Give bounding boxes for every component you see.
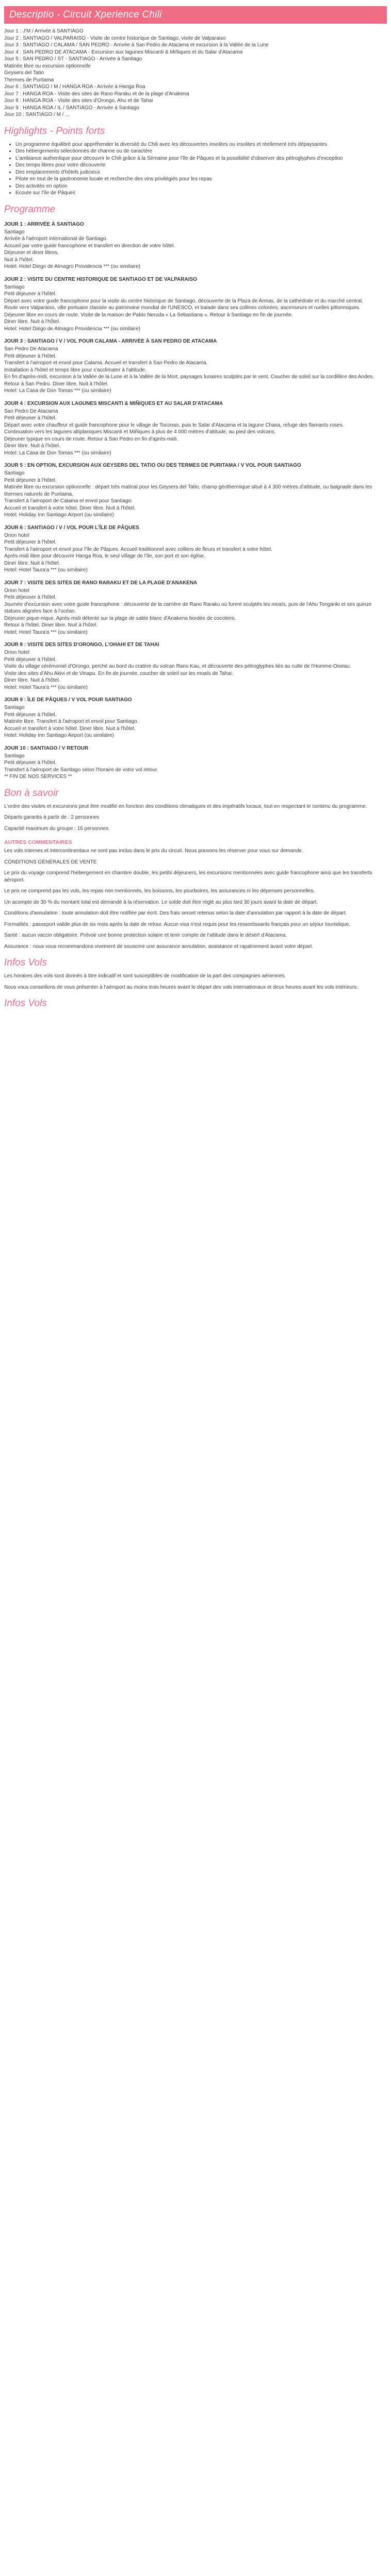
conditions-title: AUTRES COMMENTAIRES (4, 839, 72, 845)
condition-paragraph: Un acompte de 30 % du montant total est demandé à la réservation. Le solde doit être réglé au plus tard 30 jours avant la date de départ. (4, 899, 318, 905)
day-line: San Pedro De Atacama (4, 346, 58, 352)
day-line: Hotel: La Casa de Don Tomas *** (ou similaire) (4, 388, 111, 394)
day-line: Hotel: Hotel Taura'a *** (ou similaire) (4, 684, 88, 690)
itinerary-line: Jour 5 : SAN PEDRO / ST - SANTIAGO - Arrivée à Santiago (4, 56, 142, 62)
itinerary-line: Jour 7 : HANGA ROA - Visite des sites de Rano Raraku et de la plage d'Anakena (4, 91, 189, 97)
conditions (4, 848, 387, 950)
condition-paragraph: Le prix du voyage comprend l'hébergement en chambre double, les petits déjeuners, les excursions mentionnées avec guide francophone ainsi que les transferts aéroport. (4, 870, 372, 883)
day-line: Installation à l'hôtel et temps libre pour s'acclimater à l'altitude. (4, 367, 146, 373)
highlight-item: • Un programme équilibré pour appréhender la diversité du Chili avec les découvertes insolites ou insolites et réellement très dépaysantes (15, 141, 387, 148)
day-line: Visite des sites d'Ahu Akivi et de Vinapu. En fin de journée, coucher de soleil sur les moaïs de Tahai. (4, 670, 233, 676)
day-line: Petit déjeuner à l'hôtel. (4, 353, 57, 359)
condition-paragraph: Le prix ne comprend pas les vols, les repas non mentionnés, les boissons, les pourboires, les assurances ni les dépenses personnelles. (4, 888, 315, 894)
day-line: Hotel: Hotel Diego de Almagro Providencia *** (ou similaire) (4, 264, 141, 269)
itinerary-line: Jour 2 : SANTIAGO / VALPARAISO - Visite de centre historique de Santiago, visite de Valparaiso (4, 35, 226, 41)
itinerary-line: Jour 9 : HANGA ROA / IL / SANTIAGO - Arrivée à Santiago (4, 105, 139, 111)
good-line: Capacité maximum du groupe : 16 personnes (4, 825, 109, 832)
day-line: Petit déjeuner à l'hôtel. (4, 595, 57, 600)
day-line: Retour à l'hôtel. Diner libre. Nuit à l'hôtel. (4, 622, 98, 628)
program-title: Programme (4, 204, 56, 215)
highlight-item: • L'ambiance authentique pour découvrir le Chili grâce à la Sémaine pour l'île de Pâques et la possibilité d'observer des pétroglyphes d'exception (15, 155, 387, 162)
itinerary-line: Jour 8 : HANGA ROA - Visite des sites d'Orongo, Ahu et de Tahai (4, 98, 153, 104)
day-line: Transfert à l'aéroport et envol pour l'île de Pâques. Accueil traditionnel avec colliers de fleurs et transfert à votre hôtel. (4, 546, 272, 552)
day-line: San Pedro De Atacama (4, 408, 58, 414)
condition-paragraph: Assurance : nous vous recommandons vivement de souscrire une assurance annulation, assistance et rapatriement avant votre départ. (4, 943, 314, 950)
itinerary-line: Geysers del Tatio (4, 70, 44, 76)
highlight-item: • Des hébergements sélectionnés de charme ou de caractère (15, 148, 387, 155)
day-line: Hotel: Hotel Diego de Almagro Providencia *** (ou similaire) (4, 326, 141, 332)
highlight-item: • Pilote en tout de la gastronomie locale et recherche des vins privilégiés pour les repas (15, 176, 387, 183)
day-line: Transfert à l'aéroport et envol pour Calama. Accueil et transfert à San Pedro de Atacama. (4, 360, 208, 366)
good-to-know-title: Bon à savoir (4, 787, 59, 799)
day-line: Transfert à l'aéroport de Santiago selon l'horaire de votre vol retour. (4, 767, 158, 773)
day-line: Déjeuner libre en cours de route. Visite de la maison de Pablo Neruda « La Sebastiana ». Retour à Santiago en fin de journée. (4, 312, 293, 318)
day-line: Diner libre. Nuit à l'hôtel. (4, 319, 60, 325)
day-line: Petit déjeuner à l'hôtel. (4, 711, 57, 718)
itinerary-line: Jour 3 : SANTIAGO / CALAMA / SAN PEDRO - Arrivée à San Pedro de Atacama et excursion à la Vallée de la Lune (4, 42, 269, 48)
day-line: Continuation vers les lagunes altiplaniques Miscanti et Miñiques à plus de 4 000 mètres d'altitude, au pied des volcans. (4, 429, 276, 435)
day-block (4, 463, 387, 519)
day-title: JOUR 7 : VISITE DES SITES DE RANO RARAKU ET DE LA PLAGE D'ANAKENA (4, 580, 198, 586)
day-line: Santiago (4, 705, 25, 710)
day-line: Départ avec votre chauffeur et guide francophone pour le village de Toconao, puis le Salar d'Atacama et la lagune Chaxa, refuge des flamants roses. (4, 422, 344, 428)
day-line: ** FIN DE NOS SERVICES ** (4, 774, 72, 779)
day-line: Santiago (4, 753, 25, 759)
day-line: Matinée libre ou excursion optionnelle : départ très matinal pour les Geysers del Tatio, champ géothermique situé à 4 300 mètres d'altitude, ou baignade dans les thermes naturels de Puritama. (4, 484, 372, 497)
condition-paragraph: Formalités : passeport valide plus de six mois après la date de retour. Aucun visa n'est requis pour les ressortissants français pour un séjour touristique. (4, 921, 351, 927)
info-line: Les horaires des vols sont donnés à titre indicatif et sont susceptibles de modification de la part des compagnies aériennes. (4, 973, 286, 979)
day-line: Matinée libre. Transfert à l'aéroport et envol pour Santiago. (4, 719, 139, 724)
day-block (4, 745, 387, 781)
highlights-list (4, 141, 387, 197)
day-line: Orion hotel (4, 650, 29, 655)
day-block (4, 697, 387, 739)
day-title: JOUR 3 : SANTIAGO / V / VOL POUR CALAMA - ARRIVÉE À SAN PEDRO DE ATACAMA (4, 338, 217, 344)
day-line: Journée d'excursion avec votre guide francophone : découverte de la carrière de Rano Raraku où furent sculptés les moaïs, puis de l'Ahu Tongariki et ses quinze statues alignées face à l'océan. (4, 601, 372, 614)
day-title: JOUR 1 : ARRIVÉE À SANTIAGO (4, 221, 84, 227)
condition-paragraph: Santé : aucun vaccin obligatoire. Prévoir une bonne protection solaire et tenir compte de l'altitude dans le désert d'Atacama. (4, 933, 287, 938)
day-line: Arrivée à l'aéroport international de Santiago. (4, 236, 108, 242)
day-line: Hotel: Holiday Inn Santiago Airport (ou similaire) (4, 512, 114, 518)
day-line: Hotel: Hotel Taura'a *** (ou similaire) (4, 567, 88, 573)
day-line: Hotel: Holiday Inn Santiago Airport (ou similaire) (4, 733, 114, 738)
day-line: Petit déjeuner à l'hôtel. (4, 656, 57, 663)
day-line: Petit déjeuner à l'hôtel. (4, 539, 57, 545)
day-line: Diner libre. Nuit à l'hôtel. (4, 677, 60, 683)
day-line: Santiago (4, 470, 25, 476)
itinerary-line: Jour 6 : SANTIAGO / M / HANGA ROA - Arrivée à Hanga Roa (4, 84, 145, 90)
day-line: Déjeuner typique en cours de route. Retour à San Pedro en fin d'après-midi. (4, 436, 178, 442)
itinerary-line: Jour 1 : J'M / Arrivée à SANTIAGO (4, 28, 84, 34)
day-line: Retour à San Pedro. Diner libre. Nuit à l'hôtel. (4, 381, 109, 387)
day-line: En fin d'après-midi, excursion à la Vallée de la Lune et à la Vallée de la Mort, paysages lunaires sculptés par le vent. Coucher de soleil sur la cordillère des Andes. (4, 374, 374, 380)
highlight-item: • Des emplacements d'hôtels judicieux (15, 169, 387, 176)
day-line: Route vers Valparaiso, ville portuaire classée au patrimoine mondial de l'UNESCO, et balade dans ses collines colorées, ascenseurs et ruelles pittoresques. (4, 305, 361, 311)
itinerary-line: Matinée libre ou excursion optionnelle (4, 63, 91, 69)
day-line: Orion hotel (4, 587, 29, 594)
itinerary-summary (4, 28, 387, 118)
day-title: JOUR 6 : SANTIAGO / V / VOL POUR L'ÎLE DE PÂQUES (4, 524, 139, 531)
itinerary-line: Jour 4 : SAN PEDRO DE ATACAMA - Excursion aux lagunes Miscanti & Miñiques et du Salar d'Atacama (4, 49, 243, 55)
highlight-item: • Des temps libres pour votre découverte (15, 162, 387, 169)
day-line: Déjeuner pique-nique. Après-midi détente sur la plage de sable blanc d'Anakena bordée de cocotiers. (4, 615, 236, 621)
day-line: Hotel: Hotel Taura'a *** (ou similaire) (4, 629, 88, 635)
day-line: Petit déjeuner à l'hôtel. (4, 760, 57, 766)
day-line: Nuit à l'hôtel. (4, 257, 34, 263)
info-title: Infos Vols (4, 957, 47, 968)
day-title: JOUR 2 : VISITE DU CENTRE HISTORIQUE DE SANTIAGO ET DE VALPARAISO (4, 276, 197, 282)
highlight-item: • Des activités en option (15, 183, 387, 190)
day-line: Accueil et transfert à votre hôtel. Diner libre. Nuit à l'hôtel. (4, 725, 136, 732)
day-title: JOUR 9 : ÎLE DE PÂQUES / V VOL POUR SANTIAGO (4, 697, 132, 703)
day-block (4, 401, 387, 457)
day-line: Petit déjeuner à l'hôtel. (4, 415, 57, 421)
day-line: Diner libre. Nuit à l'hôtel. (4, 443, 60, 449)
day-block (4, 277, 387, 333)
day-line: Santiago (4, 229, 25, 235)
condition-paragraph: Conditions d'annulation : toute annulation doit être notifiée par écrit. Des frais seront retenus selon la date d'annulation par rapport à la date de départ. (4, 910, 347, 916)
day-title: JOUR 5 : EN OPTION, EXCURSION AUX GEYSERS DEL TATIO OU DES TERMES DE PURITAMA / V VOL POUR SANTIAGO (4, 463, 301, 468)
day-title: JOUR 8 : VISITE DES SITES D'ORONGO, L'OHAHI ET DE TAHAI (4, 642, 159, 648)
condition-paragraph: CONDITIONS GÉNÉRALES DE VENTE (4, 859, 97, 865)
day-block (4, 642, 387, 691)
day-title: JOUR 10 : SANTIAGO / V RETOUR (4, 745, 89, 751)
day-line: Départ avec votre guide francophone pour la visite du centre historique de Santiago, découverte de la Plaza de Armas, de la cathédrale et du marché central. (4, 298, 363, 304)
day-line: Visite du village cérémoniel d'Orongo, perché au bord du cratère du volcan Rano Kau, et découverte des pétroglyphes liés au culte de l'Homme-Oiseau. (4, 664, 351, 669)
page (0, 0, 391, 1009)
condition-paragraph: Les vols internes et intercontinentaux ne sont pas inclus dans le prix du circuit. Nous pouvons les réserver pour vous sur demande. (4, 848, 303, 854)
good-to-know (4, 803, 387, 833)
day-line: Santiago (4, 284, 25, 290)
day-line: Après-midi libre pour découvrir Hanga Roa, le seul village de l'île, son port et son église. (4, 553, 205, 559)
day-line: Orion hotel (4, 532, 29, 538)
day-block (4, 222, 387, 270)
page-banner: Descriptio - Circuit Xperience Chili (4, 6, 387, 24)
day-line: Déjeuner et diner libres. (4, 250, 59, 256)
day-line: Accueil et transfert à votre hôtel. Diner libre. Nuit à l'hôtel. (4, 505, 136, 511)
good-line: Départs garantis à partir de : 2 personnes (4, 815, 100, 820)
good-line: L'ordre des visites et excursions peut être modifié en fonction des conditions climatiques et des impératifs locaux, tout en respectant le contenu du programme. (4, 803, 367, 809)
footer-title: Infos Vols (4, 998, 47, 1009)
day-line: Petit déjeuner à l'hôtel. (4, 291, 57, 297)
day-block (4, 525, 387, 574)
itinerary-line: Thermes de Puritama (4, 77, 54, 83)
day-line: Diner libre. Nuit à l'hôtel. (4, 560, 60, 566)
day-line: Accueil par votre guide francophone et transfert en direction de votre hôtel. (4, 243, 175, 249)
highlight-item: • Ecoute sur l'île de Pâques (15, 190, 387, 197)
info-line: Nous vous conseillons de vous présenter à l'aéroport au moins trois heures avant le départ des vols internationaux et deux heures avant les vols intérieurs. (4, 984, 359, 990)
day-title: JOUR 4 : EXCURSION AUX LAGUNES MISCANTI & MIÑIQUES ET AU SALAR D'ATACAMA (4, 400, 223, 406)
day-line: Petit déjeuner à l'hôtel. (4, 477, 57, 483)
day-line: Hotel: La Casa de Don Tomas *** (ou similaire) (4, 450, 111, 456)
day-block (4, 580, 387, 636)
itinerary-line: Jour 10 : SANTIAGO / M / ... (4, 112, 70, 117)
program-days (4, 222, 387, 781)
day-block (4, 338, 387, 395)
day-line: Transfert à l'aéroport de Calama et envol pour Santiago. (4, 498, 133, 504)
highlights-title: Highlights - Points forts (4, 125, 105, 137)
info (4, 973, 387, 991)
